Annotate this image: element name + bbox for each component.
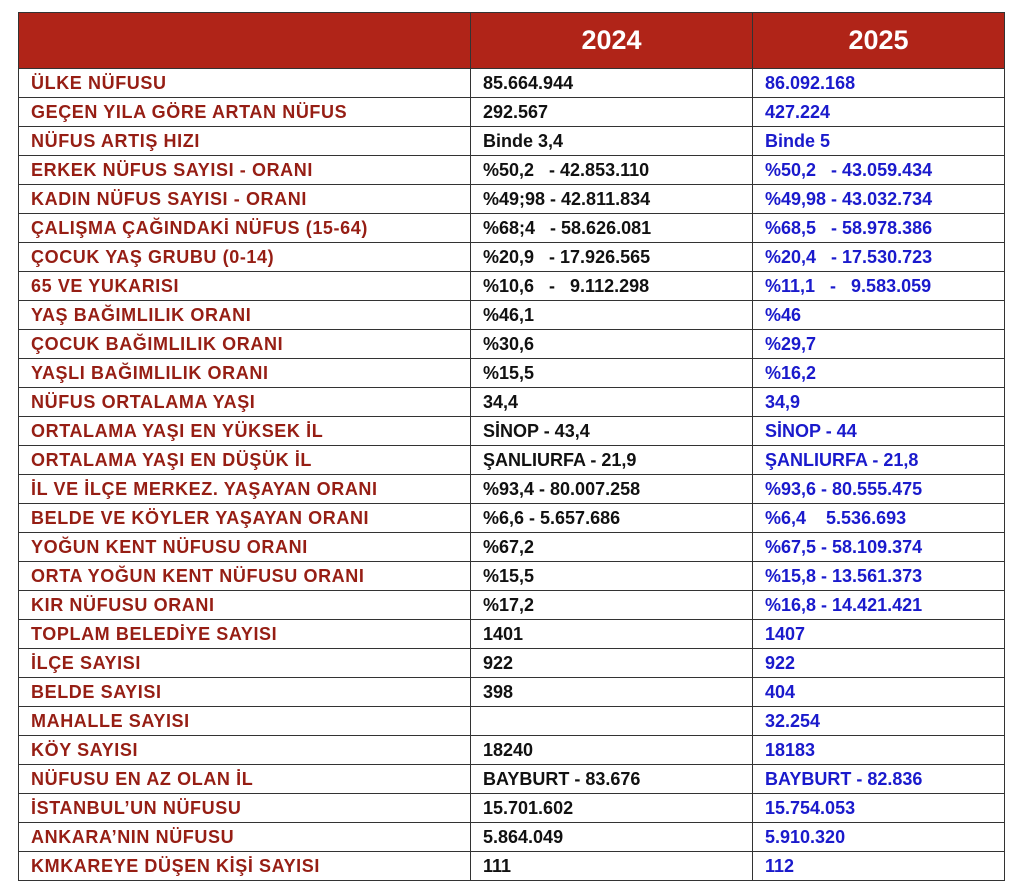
header-row [19,13,1005,69]
value-2025: %16,2 [753,359,1005,388]
row-label: GEÇEN YILA GÖRE ARTAN NÜFUS [19,98,471,127]
value-2025: %46 [753,301,1005,330]
value-2024: %50,2 - 42.853.110 [471,156,753,185]
table-row [19,359,1005,388]
value-2024: %49;98 - 42.811.834 [471,185,753,214]
row-label: ERKEK NÜFUS SAYISI - ORANI [19,156,471,185]
table-row [19,736,1005,765]
value-2024: %30,6 [471,330,753,359]
value-2025: BAYBURT - 82.836 [753,765,1005,794]
header-year-2024: 2024 [471,13,753,69]
table-row [19,185,1005,214]
table-row [19,823,1005,852]
value-2025: %11,1 - 9.583.059 [753,272,1005,301]
header-year-2025: 2025 [753,13,1005,69]
table-row [19,504,1005,533]
value-2024: Binde 3,4 [471,127,753,156]
row-label: ORTALAMA YAŞI EN DÜŞÜK İL [19,446,471,475]
value-2024: 922 [471,649,753,678]
population-statistics-table [18,12,1005,881]
value-2024: %68;4 - 58.626.081 [471,214,753,243]
table-row [19,156,1005,185]
table-row [19,301,1005,330]
row-label: ORTALAMA YAŞI EN YÜKSEK İL [19,417,471,446]
value-2025: %50,2 - 43.059.434 [753,156,1005,185]
table-row [19,678,1005,707]
value-2025: %93,6 - 80.555.475 [753,475,1005,504]
table-row [19,794,1005,823]
value-2025: Binde 5 [753,127,1005,156]
table-row [19,446,1005,475]
value-2025: ŞANLIURFA - 21,8 [753,446,1005,475]
value-2024: %93,4 - 80.007.258 [471,475,753,504]
value-2025: %16,8 - 14.421.421 [753,591,1005,620]
table-row [19,852,1005,881]
value-2024: 111 [471,852,753,881]
value-2025: 922 [753,649,1005,678]
row-label: İL VE İLÇE MERKEZ. YAŞAYAN ORANI [19,475,471,504]
value-2025: 32.254 [753,707,1005,736]
table-row [19,243,1005,272]
table-row [19,649,1005,678]
row-label: KADIN NÜFUS SAYISI - ORANI [19,185,471,214]
value-2025: 112 [753,852,1005,881]
row-label: YAŞ BAĞIMLILIK ORANI [19,301,471,330]
table-row [19,620,1005,649]
value-2025: %68,5 - 58.978.386 [753,214,1005,243]
row-label: BELDE SAYISI [19,678,471,707]
value-2025: 404 [753,678,1005,707]
header-label-column [19,13,471,69]
value-2025: 427.224 [753,98,1005,127]
row-label: YAŞLI BAĞIMLILIK ORANI [19,359,471,388]
table-row [19,591,1005,620]
row-label: NÜFUS ARTIŞ HIZI [19,127,471,156]
table-row [19,330,1005,359]
value-2024: %15,5 [471,562,753,591]
value-2025: %20,4 - 17.530.723 [753,243,1005,272]
value-2024: 18240 [471,736,753,765]
value-2025: 1407 [753,620,1005,649]
row-label: 65 VE YUKARISI [19,272,471,301]
row-label: KMKAREYE DÜŞEN KİŞİ SAYISI [19,852,471,881]
row-label: MAHALLE SAYISI [19,707,471,736]
value-2024 [471,707,753,736]
row-label: KÖY SAYISI [19,736,471,765]
value-2024: %10,6 - 9.112.298 [471,272,753,301]
row-label: NÜFUS ORTALAMA YAŞI [19,388,471,417]
row-label: YOĞUN KENT NÜFUSU ORANI [19,533,471,562]
value-2024: ŞANLIURFA - 21,9 [471,446,753,475]
row-label: ÇALIŞMA ÇAĞINDAKİ NÜFUS (15-64) [19,214,471,243]
value-2025: %15,8 - 13.561.373 [753,562,1005,591]
value-2025: 34,9 [753,388,1005,417]
row-label: BELDE VE KÖYLER YAŞAYAN ORANI [19,504,471,533]
table-row [19,388,1005,417]
value-2024: %6,6 - 5.657.686 [471,504,753,533]
value-2024: %20,9 - 17.926.565 [471,243,753,272]
value-2025: 5.910.320 [753,823,1005,852]
value-2024: 85.664.944 [471,69,753,98]
table-row [19,533,1005,562]
table-body [19,69,1005,881]
table-row [19,417,1005,446]
table-row [19,214,1005,243]
row-label: ÜLKE NÜFUSU [19,69,471,98]
value-2024: 292.567 [471,98,753,127]
value-2024: %67,2 [471,533,753,562]
row-label: ÇOCUK YAŞ GRUBU (0-14) [19,243,471,272]
table-row [19,272,1005,301]
value-2024: 1401 [471,620,753,649]
table-row [19,69,1005,98]
row-label: ORTA YOĞUN KENT NÜFUSU ORANI [19,562,471,591]
value-2025: %6,4 5.536.693 [753,504,1005,533]
value-2024: %46,1 [471,301,753,330]
value-2025: %49,98 - 43.032.734 [753,185,1005,214]
value-2024: 398 [471,678,753,707]
row-label: ANKARA’NIN NÜFUSU [19,823,471,852]
value-2024: SİNOP - 43,4 [471,417,753,446]
row-label: ÇOCUK BAĞIMLILIK ORANI [19,330,471,359]
row-label: İLÇE SAYISI [19,649,471,678]
value-2025: %29,7 [753,330,1005,359]
value-2025: %67,5 - 58.109.374 [753,533,1005,562]
value-2024: %17,2 [471,591,753,620]
value-2025: 15.754.053 [753,794,1005,823]
row-label: NÜFUSU EN AZ OLAN İL [19,765,471,794]
value-2024: 15.701.602 [471,794,753,823]
table-header [19,13,1005,69]
table-row [19,562,1005,591]
table-row [19,707,1005,736]
table-row [19,475,1005,504]
row-label: TOPLAM BELEDİYE SAYISI [19,620,471,649]
value-2025: 86.092.168 [753,69,1005,98]
value-2024: %15,5 [471,359,753,388]
value-2024: BAYBURT - 83.676 [471,765,753,794]
value-2025: SİNOP - 44 [753,417,1005,446]
table-row [19,127,1005,156]
statistics-table-container [18,12,1004,881]
value-2024: 34,4 [471,388,753,417]
value-2024: 5.864.049 [471,823,753,852]
table-row [19,765,1005,794]
value-2025: 18183 [753,736,1005,765]
table-row [19,98,1005,127]
row-label: İSTANBUL’UN NÜFUSU [19,794,471,823]
row-label: KIR NÜFUSU ORANI [19,591,471,620]
